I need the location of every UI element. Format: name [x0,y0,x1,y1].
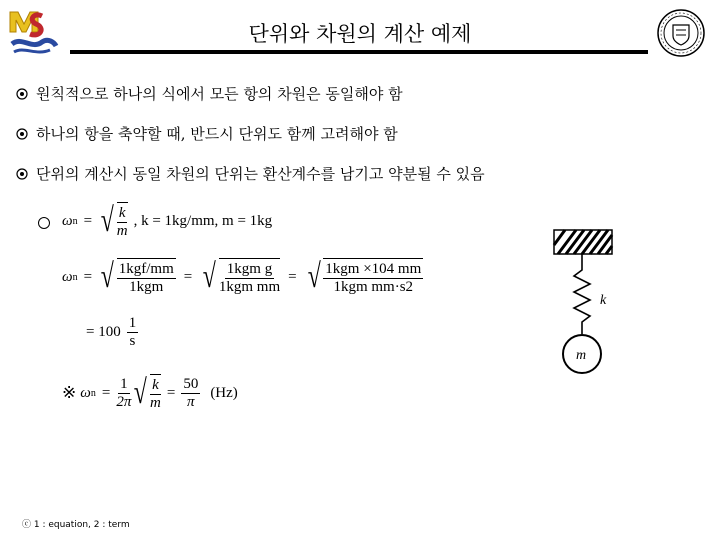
one-over-two-pi [116,376,131,411]
numerator-3: 1kgm ×104 mm [325,261,422,277]
equals-sign: = [101,384,111,401]
omega-symbol: ω [62,212,73,229]
equation-unit-conversion [62,258,423,296]
denominator-m: m [116,223,128,239]
denominator-2: 1kgm mm [218,279,281,295]
bullet-text: 단위의 계산시 동일 차원의 단위는 환산계수를 남기고 약분될 수 있음 [36,165,485,183]
spring-mass-diagram [548,226,638,386]
sqrt-term-3: √ $\frac{\text{1kgm ×104 mm}}{\text{1kgm mm·s2}}$ [307,258,422,295]
reference-mark: ※ [62,383,77,402]
bullet-text: 하나의 항을 축약할 때, 반드시 단위도 함께 고려해야 함 [36,125,398,143]
numerator-1: 1kgf/mm [118,261,174,277]
subscript-n: n [90,387,96,399]
fifty-over-pi [181,376,200,411]
sqrt-term-2: √ $\frac{\text{1kgm g}}{\text{1kgm mm}}$ [203,258,281,295]
numerator-2: 1kgm g [226,261,273,277]
denominator-1: 1kgm [129,279,164,295]
equation-natural-frequency [62,202,272,240]
target-bullet-icon [14,168,30,180]
denominator-pi: π [187,393,195,410]
equals-sign: = [288,268,297,285]
numerator-fifty: 50 [183,375,199,392]
slide-title: 단위와 차원의 계산 예제 [248,22,472,46]
equals-sign: = [183,268,193,285]
fixed-support [554,230,612,254]
sub-bullet-circle [38,217,50,229]
denominator-s: s [129,333,136,349]
denominator-m: m [150,395,161,411]
subscript-n: n [72,215,78,227]
numerator-one: 1 [128,315,137,331]
denominator-two-pi: 2π [116,393,132,410]
equals-sign: = [83,268,93,285]
denominator-3: 1kgm mm·s2 [333,279,414,295]
equation-result [86,315,138,350]
subscript-n: n [72,271,78,283]
numerator-k: k [118,205,126,221]
given-values: , k = 1kg/mm, m = 1kg [133,212,273,229]
target-bullet-icon [14,88,30,100]
sqrt-k-over-m: √ $\frac{k}{m}$ [100,202,128,239]
one-over-s [127,315,139,350]
mass-label: m [576,348,587,363]
bullet-item-2 [14,123,398,144]
equation-hertz [62,374,238,412]
result-value: = 100 [86,324,121,340]
footer-note: ⓒ 1 : equation, 2 : term [22,520,130,530]
omega-symbol: ω [62,268,73,285]
equals-sign: = [83,212,93,229]
target-bullet-icon [14,128,30,140]
sqrt-k-over-m: √ $\frac{k}{m}$ [134,374,161,411]
title-underline [70,50,648,54]
sqrt-term-1: √ $\frac{\text{1kgf/mm}}{\text{1kgm}}$ [100,258,174,295]
numerator-one: 1 [120,375,128,392]
numerator-k: k [152,377,159,393]
spring [574,254,590,334]
bullet-item-1 [14,83,403,104]
bullet-item-3 [14,163,485,184]
bullet-text: 원칙적으로 하나의 식에서 모든 항의 차원은 동일해야 함 [36,85,403,103]
spring-label: k [600,293,607,308]
omega-symbol: ω [80,384,91,401]
equals-sign: = [166,384,176,401]
university-seal-logo [656,8,706,58]
hertz-unit: (Hz) [210,384,238,401]
